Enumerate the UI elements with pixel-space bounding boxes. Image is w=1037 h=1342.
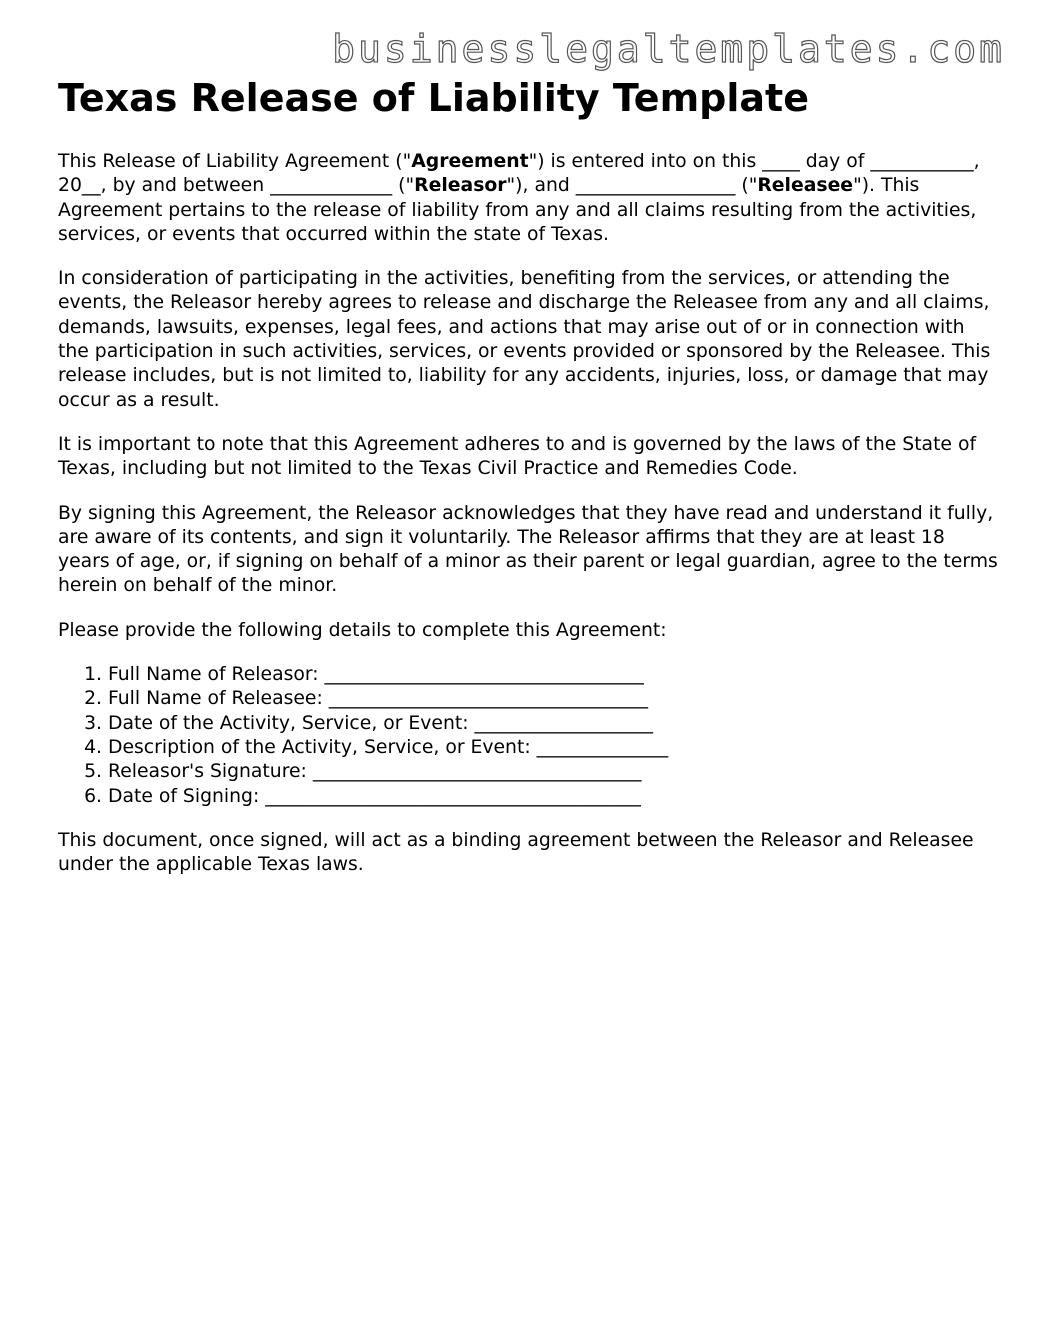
acknowledgment-paragraph: By signing this Agreement, the Releasor acknowledges that they have read and understand it fully, are aware of its contents, and sign it voluntarily. The Releasor affirms that they are at least 18 years of age, or, if signing on behalf of a minor as their parent or legal guardian, agree to the terms herein on behalf of the minor.: [58, 502, 998, 597]
site-watermark: businesslegaltemplates.com: [332, 27, 1005, 71]
consideration-paragraph: In consideration of participating in the activities, benefiting from the services, or attending the events, the Releasor hereby agrees to release and discharge the Releasee from any and all claims, demands, lawsuits, expenses, legal fees, and actions that may arise out of or in connection with the participation in such activities, services, or events provided or sponsored by the Releasee. This release includes, but is not limited to, liability for any accidents, injuries, loss, or damage that may occur as a result.: [58, 268, 991, 411]
intro-text-4: "). This Agreement pertains to the release of liability from any and all claims resulting from the activities, services, or events that occurred within the state of Texas.: [58, 175, 977, 245]
agreement-term: Agreement: [411, 151, 529, 172]
details-list: [58, 663, 998, 809]
document-title: Texas Release of Liability Template: [58, 76, 809, 120]
intro-text-2: ") is entered into on this ____ day of ___________, 20__, by and between _____________ (": [58, 151, 980, 197]
intro-paragraph: [58, 150, 998, 247]
closing-paragraph: This document, once signed, will act as a binding agreement between the Releasor and Releasee under the applicable Texas laws.: [58, 829, 974, 876]
detail-activity-date: 3. Date of the Activity, Service, or Event: ___________________: [108, 712, 998, 736]
releasee-term: Releasee: [757, 175, 854, 197]
details-prompt: Please provide the following details to complete this Agreement:: [58, 619, 667, 641]
releasor-term: Releasor: [414, 175, 507, 197]
detail-releasor-signature: 5. Releasor's Signature: ___________________________________: [108, 760, 998, 784]
detail-releasee-name: 2. Full Name of Releasee: __________________________________: [108, 687, 998, 711]
governing-law-paragraph: It is important to note that this Agreement adheres to and is governed by the laws of the State of Texas, including but not limited to the Texas Civil Practice and Remedies Code.: [58, 433, 977, 480]
detail-releasor-name: 1. Full Name of Releasor: __________________________________: [108, 663, 998, 687]
detail-activity-description: 4. Description of the Activity, Service, or Event: ______________: [108, 736, 998, 760]
intro-text-1: This Release of Liability Agreement (": [58, 151, 412, 172]
document-page: [58, 74, 998, 897]
detail-signing-date: 6. Date of Signing: ________________________________________: [108, 785, 998, 809]
intro-text-3: "), and _________________ (": [506, 175, 758, 197]
